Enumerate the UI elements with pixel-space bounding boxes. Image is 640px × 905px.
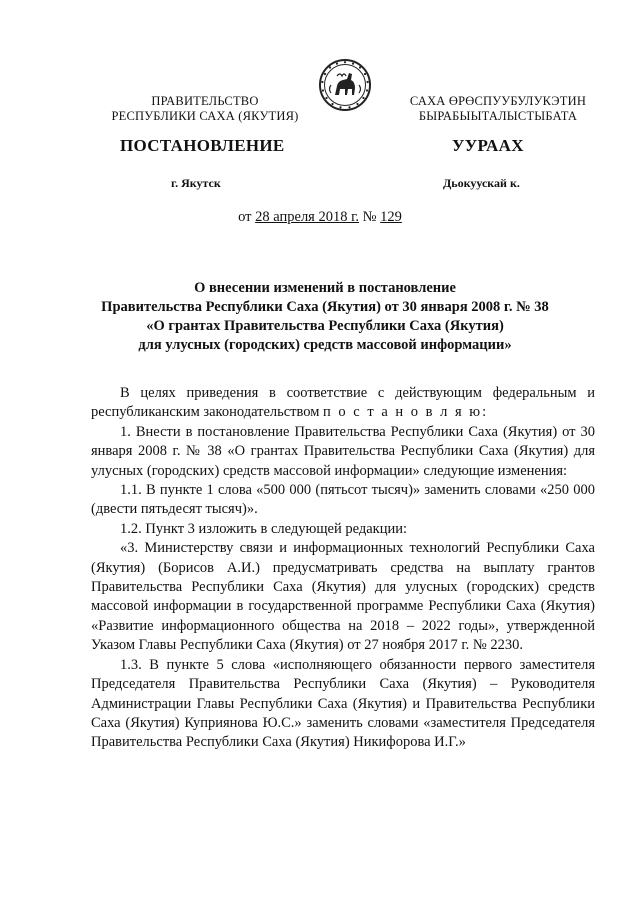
city-sakha: Дьокуускай к. <box>443 176 520 190</box>
decree-word: п о с т а н о в л я ю: <box>323 404 489 421</box>
issuer-sakha <box>384 94 612 124</box>
intro-paragraph <box>91 384 595 423</box>
document-date-number <box>0 209 640 226</box>
issuer-ru-line2: РЕСПУБЛИКИ САХА (ЯКУТИЯ) <box>111 109 299 123</box>
doc-type-ru: ПОСТАНОВЛЕНИЕ <box>120 136 285 155</box>
clause-1-2: 1.2. Пункт 3 изложить в следующей редакции: <box>120 520 408 537</box>
issuer-ru-line1: ПРАВИТЕЛЬСТВО <box>151 94 259 108</box>
clause-1-1: 1.1. В пункте 1 слова «500 000 (пятьсот тысяч)» заменить словами «250 000 (двести пятьдесят тысяч)». <box>91 482 595 518</box>
subject-line: О внесении изменений в постановление <box>194 280 456 296</box>
subject-line: «О грантах Правительства Республики Саха (Якутия) <box>146 318 504 334</box>
document-body <box>91 384 595 753</box>
city-ru: г. Якутск <box>171 176 221 190</box>
subject-line: для улусных (городских) средств массовой информации» <box>138 337 512 353</box>
coat-of-arms-emblem-icon <box>318 58 372 112</box>
document-subject <box>80 279 570 355</box>
date-prefix: от <box>238 209 252 225</box>
doc-type-sakha: УУРААХ <box>452 136 524 155</box>
intro-text: В целях приведения в соответствие с действующим федеральным и республиканским законодательством <box>91 385 595 421</box>
document-date: 28 апреля 2018 г. <box>255 209 360 225</box>
subject-line: Правительства Республики Саха (Якутия) от 30 января 2008 г. № 38 <box>101 299 549 315</box>
number-sign: № <box>362 209 377 225</box>
issuer-sakha-line2: БЫРАБЫЫТАЛЫСТЫБАТА <box>418 109 578 123</box>
clause-1: 1. Внести в постановление Правительства Республики Саха (Якутия) от 30 января 2008 г. № 38 «О грантах Правительства Республики Саха (Якутия) для улусных (городских) средств массовой информации» следующие изменения: <box>91 423 595 479</box>
issuer-sakha-line1: САХА ӨРӨСПУУБУЛУКЭТИН <box>409 94 587 108</box>
clause-1-3: 1.3. В пункте 5 слова «исполняющего обязанности первого заместителя Председателя Правительства Республики Саха (Якутия) – Руководителя Администрации Главы Республики Саха (Якутия) и Правительства Республики Саха (Якутия) Куприянова Ю.С.» заменить словами «заместителя Председателя Правительства Республики Саха (Якутия) Никифорова И.Г.» <box>91 656 595 751</box>
clause-1-2-new-text: «3. Министерству связи и информационных технологий Республики Саха (Якутия) (Борисов А.И.) предусматривать средства на выплату грантов Правительства Республики Саха (Якутия) для улусных (городских) средств массовой информации в государственной программе Республики Саха (Якутия) «Развитие информационного общества на 2018 – 2022 годы», утвержденной Указом Главы Республики Саха (Якутия) от 27 ноября 2017 г. № 2230. <box>91 540 595 654</box>
issuer-ru <box>90 94 320 124</box>
document-number: 129 <box>380 209 402 225</box>
